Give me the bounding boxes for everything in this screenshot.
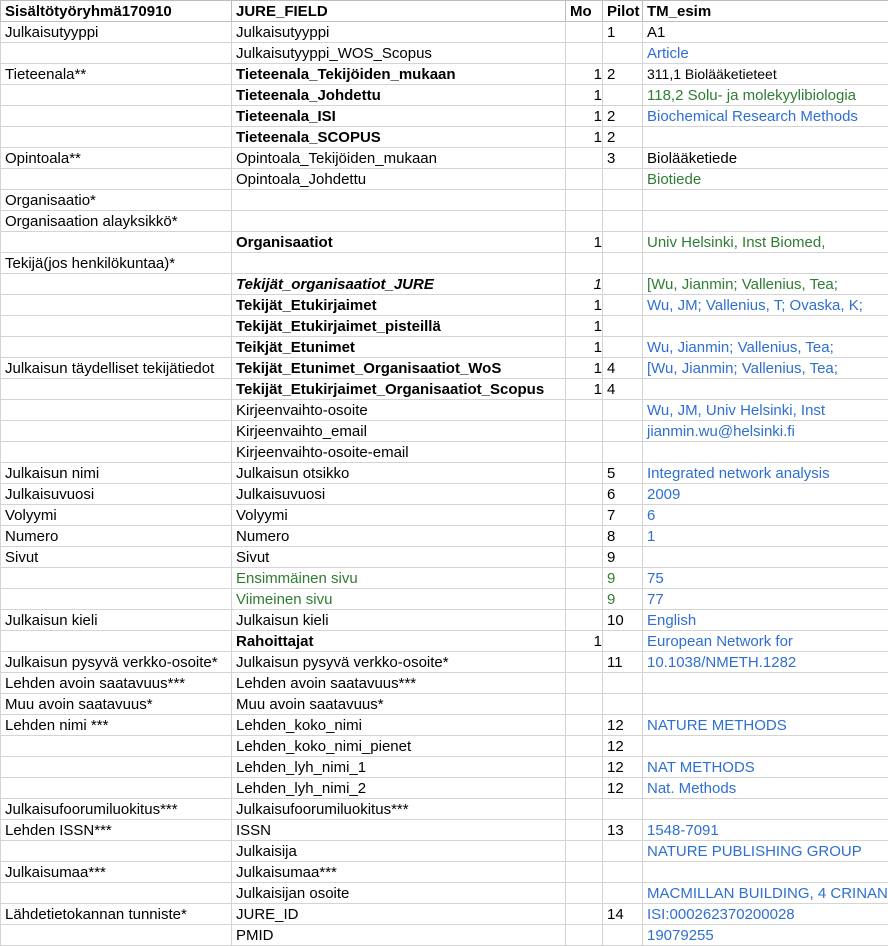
cell-pilot[interactable]: 14 — [603, 904, 643, 925]
cell-mo[interactable] — [566, 820, 603, 841]
cell-sisaltotyoryhma[interactable] — [1, 274, 232, 295]
table-row — [1, 904, 888, 925]
cell-tm-esim[interactable]: Univ Helsinki, Inst Biomed, — [643, 232, 888, 253]
table-row — [1, 568, 888, 589]
table-row — [1, 463, 888, 484]
cell-jure-field[interactable]: Tieteenala_ISI — [232, 106, 566, 127]
table-row — [1, 232, 888, 253]
table-row — [1, 337, 888, 358]
table-row — [1, 148, 888, 169]
cell-pilot[interactable]: 6 — [603, 484, 643, 505]
cell-tm-esim[interactable]: MACMILLAN BUILDING, 4 CRINAN — [643, 883, 888, 904]
cell-tm-esim[interactable] — [643, 736, 888, 757]
header-cell-jure-field[interactable]: JURE_FIELD — [232, 1, 566, 22]
cell-mo[interactable] — [566, 610, 603, 631]
cell-mo[interactable] — [566, 925, 603, 946]
cell-jure-field[interactable]: Julkaisufoorumiluokitus*** — [232, 799, 566, 820]
cell-pilot[interactable]: 1 — [603, 22, 643, 43]
table-row — [1, 589, 888, 610]
cell-pilot[interactable]: 7 — [603, 505, 643, 526]
cell-mo[interactable]: 1 — [566, 316, 603, 337]
header-cell-tm-esim[interactable]: TM_esim — [643, 1, 888, 22]
cell-mo[interactable] — [566, 463, 603, 484]
table-row — [1, 505, 888, 526]
cell-pilot[interactable]: 12 — [603, 757, 643, 778]
cell-sisaltotyoryhma[interactable]: Numero — [1, 526, 232, 547]
table-row — [1, 64, 888, 85]
table-row — [1, 694, 888, 715]
cell-jure-field[interactable] — [232, 190, 566, 211]
table-row — [1, 715, 888, 736]
cell-mo[interactable] — [566, 148, 603, 169]
table-row — [1, 631, 888, 652]
cell-jure-field[interactable]: Tekijät_Etukirjaimet_pisteillä — [232, 316, 566, 337]
cell-sisaltotyoryhma[interactable] — [1, 631, 232, 652]
cell-tm-esim[interactable]: 10.1038/NMETH.1282 — [643, 652, 888, 673]
table-row — [1, 673, 888, 694]
table-row — [1, 925, 888, 946]
table-row — [1, 169, 888, 190]
cell-sisaltotyoryhma[interactable] — [1, 379, 232, 400]
cell-tm-esim[interactable]: Integrated network analysis — [643, 463, 888, 484]
table-row — [1, 421, 888, 442]
cell-pilot[interactable] — [603, 316, 643, 337]
cell-sisaltotyoryhma[interactable]: Lehden nimi *** — [1, 715, 232, 736]
table-row — [1, 211, 888, 232]
cell-jure-field[interactable]: Lehden avoin saatavuus*** — [232, 673, 566, 694]
cell-mo[interactable] — [566, 652, 603, 673]
cell-tm-esim[interactable]: 6 — [643, 505, 888, 526]
cell-mo[interactable] — [566, 169, 603, 190]
cell-mo[interactable] — [566, 43, 603, 64]
cell-sisaltotyoryhma[interactable]: Julkaisun pysyvä verkko-osoite* — [1, 652, 232, 673]
cell-jure-field[interactable]: Julkaisumaa*** — [232, 862, 566, 883]
cell-sisaltotyoryhma[interactable]: Julkaisun nimi — [1, 463, 232, 484]
cell-sisaltotyoryhma[interactable] — [1, 400, 232, 421]
cell-pilot[interactable] — [603, 421, 643, 442]
header-cell-mo[interactable]: Mo — [566, 1, 603, 22]
cell-sisaltotyoryhma[interactable]: Julkaisun täydelliset tekijätiedot — [1, 358, 232, 379]
cell-jure-field[interactable]: Kirjeenvaihto-osoite — [232, 400, 566, 421]
cell-mo[interactable]: 1 — [566, 631, 603, 652]
cell-jure-field[interactable]: ISSN — [232, 820, 566, 841]
cell-pilot[interactable] — [603, 883, 643, 904]
table-row — [1, 757, 888, 778]
cell-sisaltotyoryhma[interactable]: Opintoala** — [1, 148, 232, 169]
table-row — [1, 400, 888, 421]
table-row — [1, 85, 888, 106]
cell-sisaltotyoryhma[interactable] — [1, 736, 232, 757]
cell-mo[interactable]: 1 — [566, 127, 603, 148]
table-row — [1, 253, 888, 274]
cell-sisaltotyoryhma[interactable] — [1, 568, 232, 589]
table-row — [1, 862, 888, 883]
cell-pilot[interactable]: 9 — [603, 568, 643, 589]
cell-jure-field[interactable]: Rahoittajat — [232, 631, 566, 652]
cell-tm-esim[interactable]: 311,1 Biolääketieteet — [643, 64, 888, 85]
cell-jure-field[interactable]: Ensimmäinen sivu — [232, 568, 566, 589]
cell-tm-esim[interactable] — [643, 862, 888, 883]
cell-sisaltotyoryhma[interactable] — [1, 106, 232, 127]
cell-pilot[interactable] — [603, 211, 643, 232]
cell-jure-field[interactable]: Tieteenala_Tekijöiden_mukaan — [232, 64, 566, 85]
cell-sisaltotyoryhma[interactable] — [1, 883, 232, 904]
cell-pilot[interactable] — [603, 400, 643, 421]
cell-mo[interactable] — [566, 694, 603, 715]
cell-pilot[interactable] — [603, 631, 643, 652]
table-row — [1, 652, 888, 673]
cell-pilot[interactable]: 5 — [603, 463, 643, 484]
cell-sisaltotyoryhma[interactable]: Julkaisuvuosi — [1, 484, 232, 505]
cell-tm-esim[interactable]: Biolääketiede — [643, 148, 888, 169]
table-row — [1, 43, 888, 64]
cell-mo[interactable]: 1 — [566, 64, 603, 85]
cell-mo[interactable] — [566, 883, 603, 904]
cell-sisaltotyoryhma[interactable]: Tekijä(jos henkilökuntaa)* — [1, 253, 232, 274]
cell-pilot[interactable] — [603, 694, 643, 715]
cell-tm-esim[interactable]: NATURE METHODS — [643, 715, 888, 736]
table-row — [1, 883, 888, 904]
table-row — [1, 736, 888, 757]
table-row — [1, 484, 888, 505]
table-row — [1, 295, 888, 316]
header-cell-pilot[interactable]: Pilot — [603, 1, 643, 22]
cell-tm-esim[interactable]: Biotiede — [643, 169, 888, 190]
cell-mo[interactable] — [566, 253, 603, 274]
cell-tm-esim[interactable] — [643, 547, 888, 568]
cell-pilot[interactable]: 12 — [603, 715, 643, 736]
cell-pilot[interactable] — [603, 442, 643, 463]
cell-jure-field[interactable]: PMID — [232, 925, 566, 946]
cell-pilot[interactable] — [603, 337, 643, 358]
cell-tm-esim[interactable]: Wu, JM; Vallenius, T; Ovaska, K; — [643, 295, 888, 316]
table-row — [1, 127, 888, 148]
cell-pilot[interactable] — [603, 190, 643, 211]
cell-sisaltotyoryhma[interactable]: Volyymi — [1, 505, 232, 526]
cell-sisaltotyoryhma[interactable]: Tieteenala** — [1, 64, 232, 85]
cell-pilot[interactable]: 11 — [603, 652, 643, 673]
cell-jure-field[interactable]: Organisaatiot — [232, 232, 566, 253]
cell-tm-esim[interactable]: 2009 — [643, 484, 888, 505]
cell-mo[interactable]: 1 — [566, 358, 603, 379]
cell-jure-field[interactable]: Julkaisutyyppi — [232, 22, 566, 43]
spreadsheet-body — [1, 22, 888, 946]
cell-sisaltotyoryhma[interactable]: Organisaatio* — [1, 190, 232, 211]
cell-pilot[interactable]: 9 — [603, 547, 643, 568]
cell-mo[interactable] — [566, 736, 603, 757]
cell-pilot[interactable] — [603, 295, 643, 316]
table-row — [1, 547, 888, 568]
table-row — [1, 778, 888, 799]
cell-sisaltotyoryhma[interactable]: Muu avoin saatavuus* — [1, 694, 232, 715]
cell-sisaltotyoryhma[interactable]: Julkaisufoorumiluokitus*** — [1, 799, 232, 820]
cell-jure-field[interactable]: Tekijät_Etukirjaimet_Organisaatiot_Scopus — [232, 379, 566, 400]
cell-pilot[interactable]: 2 — [603, 106, 643, 127]
cell-pilot[interactable] — [603, 43, 643, 64]
cell-jure-field[interactable]: Kirjeenvaihto-osoite-email — [232, 442, 566, 463]
cell-sisaltotyoryhma[interactable]: Lähdetietokannan tunniste* — [1, 904, 232, 925]
cell-mo[interactable]: 1 — [566, 379, 603, 400]
cell-jure-field[interactable]: Opintoala_Johdettu — [232, 169, 566, 190]
cell-pilot[interactable] — [603, 232, 643, 253]
header-cell-sisaltotyoryhma[interactable]: Sisältötyöryhmä170910 — [1, 1, 232, 22]
cell-mo[interactable] — [566, 841, 603, 862]
cell-jure-field[interactable]: Lehden_koko_nimi — [232, 715, 566, 736]
cell-jure-field[interactable]: Lehden_lyh_nimi_2 — [232, 778, 566, 799]
cell-sisaltotyoryhma[interactable] — [1, 85, 232, 106]
cell-jure-field[interactable]: Tieteenala_Johdettu — [232, 85, 566, 106]
cell-jure-field[interactable]: Julkaisun kieli — [232, 610, 566, 631]
cell-pilot[interactable]: 10 — [603, 610, 643, 631]
cell-mo[interactable] — [566, 421, 603, 442]
cell-tm-esim[interactable] — [643, 673, 888, 694]
cell-mo[interactable] — [566, 568, 603, 589]
cell-mo[interactable] — [566, 484, 603, 505]
cell-pilot[interactable] — [603, 841, 643, 862]
cell-mo[interactable] — [566, 757, 603, 778]
cell-tm-esim[interactable] — [643, 211, 888, 232]
cell-sisaltotyoryhma[interactable]: Lehden ISSN*** — [1, 820, 232, 841]
cell-jure-field[interactable] — [232, 253, 566, 274]
table-row — [1, 442, 888, 463]
cell-sisaltotyoryhma[interactable] — [1, 169, 232, 190]
cell-sisaltotyoryhma[interactable] — [1, 43, 232, 64]
table-row — [1, 610, 888, 631]
cell-jure-field[interactable]: Tekijät_Etukirjaimet — [232, 295, 566, 316]
cell-pilot[interactable]: 4 — [603, 358, 643, 379]
cell-tm-esim[interactable]: Article — [643, 43, 888, 64]
cell-mo[interactable] — [566, 862, 603, 883]
cell-mo[interactable]: 1 — [566, 232, 603, 253]
cell-sisaltotyoryhma[interactable]: Julkaisun kieli — [1, 610, 232, 631]
cell-jure-field[interactable]: Julkaisun pysyvä verkko-osoite* — [232, 652, 566, 673]
cell-jure-field[interactable]: Kirjeenvaihto_email — [232, 421, 566, 442]
cell-tm-esim[interactable]: Wu, Jianmin; Vallenius, Tea; — [643, 337, 888, 358]
cell-mo[interactable] — [566, 778, 603, 799]
cell-sisaltotyoryhma[interactable]: Sivut — [1, 547, 232, 568]
cell-sisaltotyoryhma[interactable] — [1, 232, 232, 253]
cell-tm-esim[interactable]: [Wu, Jianmin; Vallenius, Tea; — [643, 358, 888, 379]
cell-tm-esim[interactable] — [643, 190, 888, 211]
cell-pilot[interactable]: 2 — [603, 64, 643, 85]
cell-tm-esim[interactable]: 75 — [643, 568, 888, 589]
cell-jure-field[interactable]: Sivut — [232, 547, 566, 568]
cell-mo[interactable]: 1 — [566, 85, 603, 106]
cell-pilot[interactable] — [603, 799, 643, 820]
table-row — [1, 526, 888, 547]
cell-tm-esim[interactable]: English — [643, 610, 888, 631]
table-row — [1, 379, 888, 400]
cell-pilot[interactable] — [603, 85, 643, 106]
cell-tm-esim[interactable]: 118,2 Solu- ja molekyylibiologia — [643, 85, 888, 106]
cell-mo[interactable]: 1 — [566, 337, 603, 358]
cell-mo[interactable] — [566, 799, 603, 820]
cell-tm-esim[interactable]: 1548-7091 — [643, 820, 888, 841]
cell-sisaltotyoryhma[interactable] — [1, 925, 232, 946]
cell-jure-field[interactable]: Tekijät_organisaatiot_JURE — [232, 274, 566, 295]
cell-mo[interactable]: 1 — [566, 274, 603, 295]
cell-tm-esim[interactable]: 19079255 — [643, 925, 888, 946]
cell-pilot[interactable] — [603, 925, 643, 946]
cell-jure-field[interactable] — [232, 211, 566, 232]
cell-jure-field[interactable]: Volyymi — [232, 505, 566, 526]
cell-tm-esim[interactable]: [Wu, Jianmin; Vallenius, Tea; — [643, 274, 888, 295]
cell-tm-esim[interactable]: 1 — [643, 526, 888, 547]
cell-tm-esim[interactable] — [643, 379, 888, 400]
cell-pilot[interactable] — [603, 673, 643, 694]
header-row — [1, 1, 888, 22]
cell-pilot[interactable]: 4 — [603, 379, 643, 400]
cell-jure-field[interactable]: Muu avoin saatavuus* — [232, 694, 566, 715]
cell-mo[interactable] — [566, 211, 603, 232]
cell-jure-field[interactable]: Julkaisijan osoite — [232, 883, 566, 904]
table-row — [1, 799, 888, 820]
table-row — [1, 841, 888, 862]
cell-mo[interactable] — [566, 22, 603, 43]
cell-tm-esim[interactable]: Biochemical Research Methods — [643, 106, 888, 127]
table-row — [1, 106, 888, 127]
cell-sisaltotyoryhma[interactable] — [1, 589, 232, 610]
cell-pilot[interactable] — [603, 274, 643, 295]
table-row — [1, 22, 888, 43]
cell-jure-field[interactable]: Lehden_lyh_nimi_1 — [232, 757, 566, 778]
cell-mo[interactable] — [566, 400, 603, 421]
cell-tm-esim[interactable] — [643, 316, 888, 337]
cell-jure-field[interactable]: Tieteenala_SCOPUS — [232, 127, 566, 148]
table-row — [1, 820, 888, 841]
cell-tm-esim[interactable]: NATURE PUBLISHING GROUP — [643, 841, 888, 862]
cell-sisaltotyoryhma[interactable] — [1, 421, 232, 442]
cell-sisaltotyoryhma[interactable] — [1, 841, 232, 862]
cell-sisaltotyoryhma[interactable] — [1, 757, 232, 778]
cell-mo[interactable] — [566, 505, 603, 526]
cell-pilot[interactable]: 12 — [603, 778, 643, 799]
cell-mo[interactable] — [566, 526, 603, 547]
table-row — [1, 358, 888, 379]
cell-mo[interactable] — [566, 442, 603, 463]
table-row — [1, 316, 888, 337]
cell-jure-field[interactable]: Tekijät_Etunimet_Organisaatiot_WoS — [232, 358, 566, 379]
cell-tm-esim[interactable] — [643, 694, 888, 715]
cell-pilot[interactable]: 12 — [603, 736, 643, 757]
cell-pilot[interactable]: 3 — [603, 148, 643, 169]
cell-sisaltotyoryhma[interactable]: Julkaisutyyppi — [1, 22, 232, 43]
cell-mo[interactable] — [566, 673, 603, 694]
cell-sisaltotyoryhma[interactable] — [1, 337, 232, 358]
cell-sisaltotyoryhma[interactable] — [1, 295, 232, 316]
cell-sisaltotyoryhma[interactable] — [1, 778, 232, 799]
cell-pilot[interactable] — [603, 862, 643, 883]
cell-tm-esim[interactable] — [643, 799, 888, 820]
cell-tm-esim[interactable] — [643, 442, 888, 463]
cell-tm-esim[interactable] — [643, 253, 888, 274]
cell-pilot[interactable]: 13 — [603, 820, 643, 841]
cell-jure-field[interactable]: Numero — [232, 526, 566, 547]
cell-tm-esim[interactable]: A1 — [643, 22, 888, 43]
cell-pilot[interactable]: 2 — [603, 127, 643, 148]
cell-mo[interactable] — [566, 547, 603, 568]
cell-mo[interactable]: 1 — [566, 295, 603, 316]
cell-jure-field[interactable]: Opintoala_Tekijöiden_mukaan — [232, 148, 566, 169]
cell-tm-esim[interactable]: Wu, JM, Univ Helsinki, Inst — [643, 400, 888, 421]
cell-sisaltotyoryhma[interactable]: Lehden avoin saatavuus*** — [1, 673, 232, 694]
cell-jure-field[interactable]: Julkaisuvuosi — [232, 484, 566, 505]
cell-sisaltotyoryhma[interactable]: Organisaation alayksikkö* — [1, 211, 232, 232]
cell-tm-esim[interactable]: European Network for — [643, 631, 888, 652]
cell-pilot[interactable] — [603, 169, 643, 190]
cell-sisaltotyoryhma[interactable] — [1, 442, 232, 463]
cell-tm-esim[interactable]: Nat. Methods — [643, 778, 888, 799]
cell-sisaltotyoryhma[interactable] — [1, 316, 232, 337]
cell-mo[interactable] — [566, 589, 603, 610]
table-row — [1, 190, 888, 211]
cell-tm-esim[interactable]: NAT METHODS — [643, 757, 888, 778]
cell-tm-esim[interactable] — [643, 127, 888, 148]
cell-mo[interactable] — [566, 190, 603, 211]
cell-jure-field[interactable]: Teikjät_Etunimet — [232, 337, 566, 358]
cell-tm-esim[interactable]: jianmin.wu@helsinki.fi — [643, 421, 888, 442]
table-row — [1, 274, 888, 295]
cell-tm-esim[interactable]: 77 — [643, 589, 888, 610]
cell-pilot[interactable] — [603, 253, 643, 274]
cell-tm-esim[interactable]: ISI:000262370200028 — [643, 904, 888, 925]
cell-mo[interactable]: 1 — [566, 106, 603, 127]
cell-sisaltotyoryhma[interactable] — [1, 127, 232, 148]
cell-mo[interactable] — [566, 904, 603, 925]
cell-jure-field[interactable]: Julkaisija — [232, 841, 566, 862]
cell-jure-field[interactable]: Julkaisutyyppi_WOS_Scopus — [232, 43, 566, 64]
cell-mo[interactable] — [566, 715, 603, 736]
cell-pilot[interactable]: 8 — [603, 526, 643, 547]
cell-sisaltotyoryhma[interactable]: Julkaisumaa*** — [1, 862, 232, 883]
cell-jure-field[interactable]: Julkaisun otsikko — [232, 463, 566, 484]
cell-jure-field[interactable]: Lehden_koko_nimi_pienet — [232, 736, 566, 757]
cell-pilot[interactable]: 9 — [603, 589, 643, 610]
cell-jure-field[interactable]: Viimeinen sivu — [232, 589, 566, 610]
cell-jure-field[interactable]: JURE_ID — [232, 904, 566, 925]
